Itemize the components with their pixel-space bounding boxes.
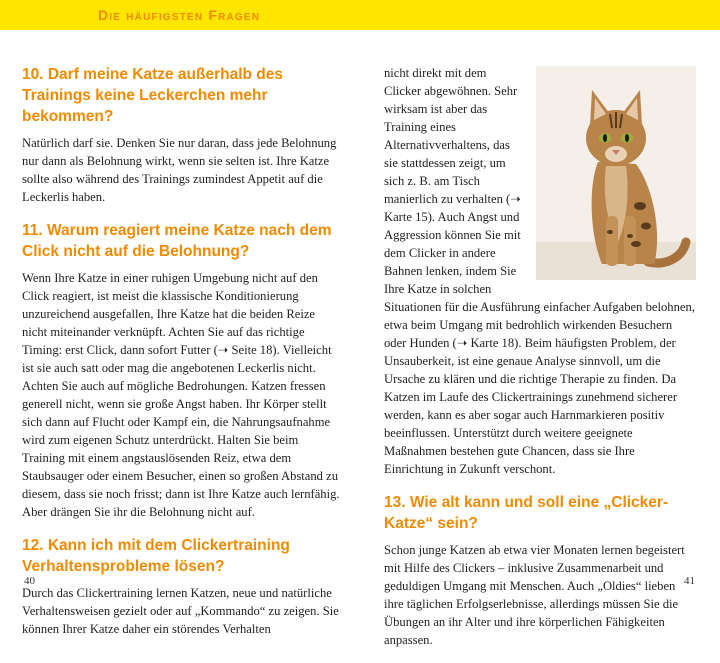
right-page-number: 41 <box>684 575 695 587</box>
header-bar <box>0 0 720 30</box>
question-10-answer: Natürlich darf sie. Denken Sie nur daran, dass jede Belohnung nur dann als Belohnung wirkt, wenn sie selten ist. Ihre Katze sollte also während des Trainings zumindest Appetit auf die Leckerlis haben. <box>22 136 337 204</box>
section-title: Die häufigsten Fragen <box>98 7 261 23</box>
cat-illustration <box>536 66 696 280</box>
cat-photo <box>536 66 696 280</box>
question-12-answer-part-1: Durch das Clickertraining lernen Katzen, neue und natürliche Verhaltensweisen gezielt oder auf „Kommando“ zu zeigen. Sie können Ihrer Katze daher ein störendes Verhalten <box>22 586 339 636</box>
left-page-column <box>22 64 340 652</box>
question-10-title: 10. Darf meine Katze außerhalb des Trainings keine Leckerchen mehr bekommen? <box>22 66 284 125</box>
question-11-title: 11. Warum reagiert meine Katze nach dem Click nicht auf die Belohnung? <box>22 222 332 260</box>
right-page-column <box>384 64 696 663</box>
question-13-answer: Schon junge Katzen ab etwa vier Monaten lernen begeistert mit Hilfe des Clickers – inklusive Zusammenarbeit und geduldigen Umgang mit Menschen. Auch „Oldies“ lieben ihre täglichen Erfolgserlebnisse, allerdings müssen Sie die Übungen an ihr Alter und ihre körperlichen Fähigkeiten anpassen. <box>384 543 685 647</box>
left-page-number: 40 <box>24 575 35 587</box>
question-13-title: 13. Wie alt kann und soll eine „Clicker-Katze“ sein? <box>384 494 669 532</box>
question-11-answer: Wenn Ihre Katze in einer ruhigen Umgebung nicht auf den Click reagiert, ist meist die klassische Konditionierung unzureichend ausgefallen, Ihre Katze hat die beiden Reize nicht miteinander verknüpft. Achten Sie auf das richtige Timing: erst Click, dann sofort Futter (➝ Seite 18). Vielleicht ist sie auch satt oder mag die angebotenen Leckerlis nicht. Achten Sie auch auf mögliche Bedrohungen. Katzen fressen generell nicht, wenn sie große Angst haben. Ihr Körper stellt sich dann auf Flucht oder Kampf ein, die Nahrungsaufnahme wird zum eigenen Schutz unterdrückt. Halten Sie beim Training mit einem angstauslösenden Reiz, etwa dem Staubsauger oder einem Besucher, einen so großen Abstand zu diesem, dass sie noch frisst; dann ist Ihre Katze auch lernfähig. Aber drängen Sie ihr die Belohnung nicht auf. <box>22 271 340 519</box>
question-12-answer-part-2: nicht direkt mit dem Clicker abgewöhnen. Sehr wirksam ist aber das Training eines Alternativverhaltens, das sie stattdessen zeigt, um sich z. B. am Tisch manierlich zu verhalten (➝ Karte 15). Auch Angst und Aggression können Sie mit dem Clicker in andere Bahnen lenken, indem Sie Ihre Katze in solchen Situationen für die Ausführung einfacher Aufgaben belohnen, etwa beim Umgang mit bedrohlich wirkenden Besuchern oder Hunden (➝ Karte 18). Beim häufigsten Problem, der Unsauberkeit, ist eine genaue Analyse sinnvoll, um die Ursache zu klären und die richtige Therapie zu finden. Da Katzen im Laufe des Clickertrainings zunehmend sicherer werden, kann es aber sogar auch Harnmarkieren positiv beeinflussen. Unterstützt durch weitere geeignete Maßnahmen bestehen gute Chancen, dass sie Ihre Einrichtung in Zukunft verschont. <box>384 66 695 476</box>
question-12-title: 12. Kann ich mit dem Clickertraining Verhaltensprobleme lösen? <box>22 537 290 575</box>
